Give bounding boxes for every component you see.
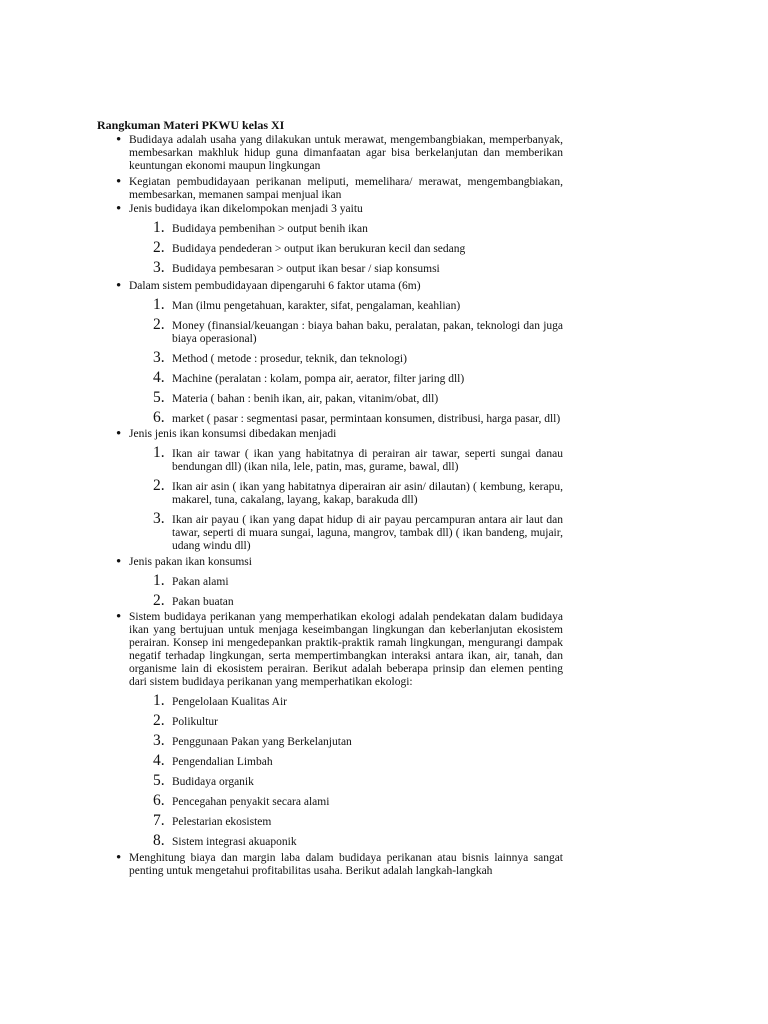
list-number: 1.	[153, 572, 165, 589]
numbered-list	[97, 692, 563, 849]
document-body	[97, 118, 563, 878]
list-number: 2.	[153, 712, 165, 729]
numbered-list-item	[97, 732, 563, 749]
bullet-dot-icon: •	[116, 174, 122, 190]
bullet-text: Jenis budidaya ikan dikelompokan menjadi 3 yaitu	[129, 203, 363, 215]
list-number: 1.	[153, 692, 165, 709]
numbered-list-item	[97, 219, 563, 236]
list-item-text: Pengendalian Limbah	[172, 756, 273, 768]
numbered-list	[97, 444, 563, 553]
bullet-text: Jenis jenis ikan konsumsi dibedakan menjadi	[129, 428, 337, 440]
numbered-list-item	[97, 692, 563, 709]
bullet-dot-icon: •	[116, 850, 122, 866]
bullet-item	[97, 428, 563, 441]
numbered-list-item	[97, 444, 563, 474]
list-number: 2.	[153, 477, 165, 494]
list-number: 1.	[153, 219, 165, 236]
numbered-list-item	[97, 832, 563, 849]
list-item-text: Budidaya organik	[172, 776, 254, 788]
list-item-text: Penggunaan Pakan yang Berkelanjutan	[172, 736, 352, 748]
list-item-text: Man (ilmu pengetahuan, karakter, sifat, pengalaman, keahlian)	[172, 300, 461, 312]
bullet-dot-icon: •	[116, 426, 122, 442]
list-number: 2.	[153, 592, 165, 609]
bullet-item	[97, 134, 563, 173]
list-number: 6.	[153, 409, 165, 426]
list-item-text: Pakan buatan	[172, 596, 234, 608]
numbered-list-item	[97, 316, 563, 346]
bullet-text: Sistem budidaya perikanan yang memperhatikan ekologi adalah pendekatan dalam budidaya ikan yang bertujuan untuk menjaga keseimbangan lingkungan dan keberlanjutan ekosistem perairan. Konsep ini mengedepankan praktik-praktik ramah lingkungan, mengurangi dampak negatif terhadap lingkungan, serta mempertimbangkan interaksi antara ikan, air, tanah, dan organisme lain di ekosistem perairan. Berikut adalah beberapa prinsip dan elemen penting dari sistem budidaya perikanan yang memperhatikan ekologi:	[129, 611, 563, 688]
numbered-list-item	[97, 369, 563, 386]
list-number: 5.	[153, 389, 165, 406]
numbered-list-item	[97, 572, 563, 589]
numbered-list-item	[97, 792, 563, 809]
numbered-list	[97, 219, 563, 276]
list-number: 1.	[153, 444, 165, 461]
numbered-list-item	[97, 712, 563, 729]
list-number: 3.	[153, 732, 165, 749]
bullet-item	[97, 611, 563, 689]
list-number: 1.	[153, 296, 165, 313]
list-item-text: Budidaya pendederan > output ikan berukuran kecil dan sedang	[172, 243, 466, 255]
bullet-dot-icon: •	[116, 132, 122, 148]
numbered-list-item	[97, 296, 563, 313]
list-number: 3.	[153, 349, 165, 366]
numbered-list-item	[97, 477, 563, 507]
bullet-item	[97, 176, 563, 202]
list-item-text: Money (finansial/keuangan : biaya bahan baku, peralatan, pakan, teknologi dan juga biaya operasional)	[172, 320, 563, 345]
list-number: 5.	[153, 772, 165, 789]
list-number: 7.	[153, 812, 165, 829]
list-item-text: Budidaya pembenihan > output benih ikan	[172, 223, 368, 235]
list-item-text: Sistem integrasi akuaponik	[172, 836, 297, 848]
bullet-dot-icon: •	[116, 278, 122, 294]
list-item-text: market ( pasar : segmentasi pasar, permintaan konsumen, distribusi, harga pasar, dll)	[172, 413, 561, 425]
list-number: 3.	[153, 510, 165, 527]
bullet-dot-icon: •	[116, 554, 122, 570]
bullet-item	[97, 280, 563, 293]
numbered-list-item	[97, 752, 563, 769]
bullet-text: Budidaya adalah usaha yang dilakukan untuk merawat, mengembangbiakan, memperbanyak, membesarkan makhluk hidup guna dimanfaatan agar bisa berkelanjutan dan memberikan keuntungan ekonomi maupun lingkungan	[129, 134, 563, 172]
list-item-text: Materia ( bahan : benih ikan, air, pakan, vitanim/obat, dll)	[172, 393, 439, 405]
bullet-text: Dalam sistem pembudidayaan dipengaruhi 6 faktor utama (6m)	[129, 280, 421, 292]
numbered-list-item	[97, 510, 563, 553]
list-item-text: Pencegahan penyakit secara alami	[172, 796, 330, 808]
list-item-text: Pelestarian ekosistem	[172, 816, 272, 828]
list-number: 4.	[153, 752, 165, 769]
list-item-text: Method ( metode : prosedur, teknik, dan teknologi)	[172, 353, 407, 365]
list-number: 4.	[153, 369, 165, 386]
list-item-text: Pengelolaan Kualitas Air	[172, 696, 287, 708]
bullet-text: Jenis pakan ikan konsumsi	[129, 556, 252, 568]
bullet-item	[97, 852, 563, 878]
bullet-dot-icon: •	[116, 201, 122, 217]
list-item-text: Ikan air asin ( ikan yang habitatnya diperairan air asin/ dilautan) ( kembung, kerapu, makarel, tuna, cakalang, layang, kakap, barakuda dll)	[172, 481, 563, 506]
document-title: Rangkuman Materi PKWU kelas XI	[97, 118, 285, 132]
list-number: 2.	[153, 239, 165, 256]
list-number: 6.	[153, 792, 165, 809]
numbered-list-item	[97, 259, 563, 276]
bullet-dot-icon: •	[116, 609, 122, 625]
list-item-text: Ikan air tawar ( ikan yang habitatnya di perairan air tawar, seperti sungai danau bendungan dll) (ikan nila, lele, patin, mas, gurame, bawal, dll)	[172, 448, 563, 473]
list-number: 2.	[153, 316, 165, 333]
list-item-text: Machine (peralatan : kolam, pompa air, aerator, filter jaring dll)	[172, 373, 465, 385]
list-item-text: Ikan air payau ( ikan yang dapat hidup di air payau percampuran antara air laut dan tawar, seperti di muara sungai, laguna, mangrov, tambak dll) ( ikan bandeng, mujair, udang windu dll)	[172, 514, 563, 552]
list-item-text: Pakan alami	[172, 576, 229, 588]
list-item-text: Polikultur	[172, 716, 219, 728]
numbered-list	[97, 572, 563, 609]
numbered-list-item	[97, 772, 563, 789]
bullet-text: Menghitung biaya dan margin laba dalam budidaya perikanan atau bisnis lainnya sangat penting untuk mengetahui profitabilitas usaha. Berikut adalah langkah-langkah	[129, 852, 563, 877]
list-number: 8.	[153, 832, 165, 849]
list-number: 3.	[153, 259, 165, 276]
numbered-list-item	[97, 592, 563, 609]
numbered-list-item	[97, 239, 563, 256]
bullet-item	[97, 203, 563, 216]
bullet-item	[97, 556, 563, 569]
numbered-list-item	[97, 409, 563, 426]
list-item-text: Budidaya pembesaran > output ikan besar / siap konsumsi	[172, 263, 440, 275]
numbered-list-item	[97, 812, 563, 829]
bullet-text: Kegiatan pembudidayaan perikanan meliputi, memelihara/ merawat, mengembangbiakan, membesarkan, memanen sampai menjual ikan	[129, 176, 563, 201]
numbered-list	[97, 296, 563, 426]
bullet-list	[97, 134, 563, 878]
numbered-list-item	[97, 349, 563, 366]
numbered-list-item	[97, 389, 563, 406]
